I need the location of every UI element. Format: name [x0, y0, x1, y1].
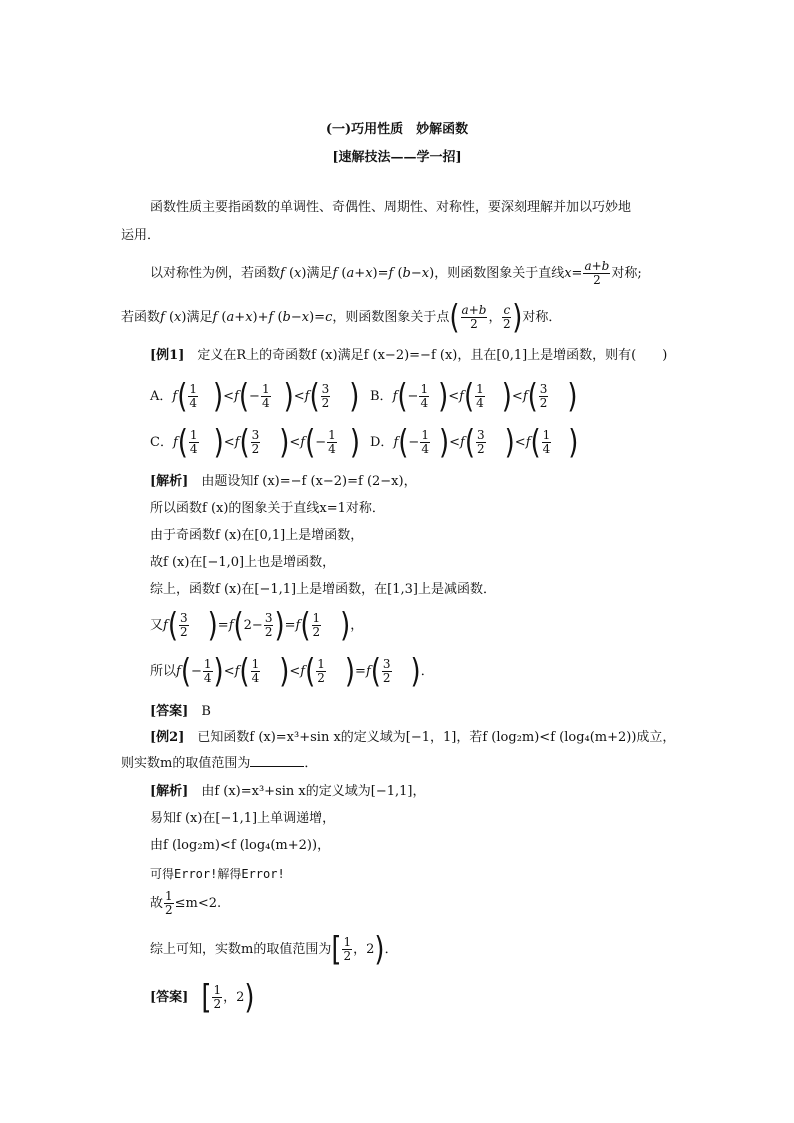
- solution-2-line-5: 故 $\frac{1}{2}$ ≤m<2.: [150, 889, 222, 917]
- example-2-stem-line-2: 则实数m的取值范围为 ．: [121, 756, 318, 771]
- intro-line-1: 函数性质主要指函数的单调性、奇偶性、周期性、对称性，要深刻理解并加以巧妙地: [150, 200, 632, 215]
- solution-1-line-6: 又f( $\frac{3}{2}$ )=f(2− $\frac{3}{2}$ )=f( $\frac{1}{2}$ )，: [150, 606, 364, 645]
- option-d: D．f(− $\frac{1}{4}$ )<f( $\frac{3}{2}$ )<f( $\frac{1}{4}$ ): [370, 423, 579, 462]
- option-c: C．f( $\frac{1}{4}$ )<f( $\frac{3}{2}$ )<f(− $\frac{1}{4}$ ): [150, 423, 360, 462]
- solution-2-line-4: 可得Error!解得Error!: [150, 867, 285, 881]
- example-1-stem: [例1] 定义在R上的奇函数f (x)满足f (x−2)=−f (x)，且在[0,1]上是增函数，则有( ): [150, 348, 668, 363]
- intro-line-2: 运用．: [121, 228, 161, 243]
- solution-1-line-1: [解析] 由题设知f (x)=−f (x−2)=f (2−x)，: [150, 474, 417, 489]
- answer-1: [答案] B: [150, 704, 211, 719]
- symmetry-line-1: 以对称性为例，若函数f (x)满足f (a+x)=f (b−x)，则函数图象关于直线x= $\frac{a+b}{2}$ 对称;: [150, 259, 642, 287]
- solution-1-line-2: 所以函数f (x)的图象关于直线x=1对称．: [150, 501, 385, 516]
- symmetry-line-2: 若函数f (x)满足f (a+x)+f (b−x)=c，则函数图象关于点( $\frac{a+b}{2}$ ， $\frac{c}{2}$ )对称．: [121, 298, 562, 337]
- option-a: A．f( $\frac{1}{4}$ )<f(− $\frac{1}{4}$ )<f( $\frac{3}{2}$ ): [150, 377, 360, 416]
- solution-2-line-1: [解析] 由f (x)=x³+sin x的定义域为[−1,1]，: [150, 784, 426, 799]
- option-b: B．f(− $\frac{1}{4}$ )<f( $\frac{1}{4}$ )<f( $\frac{3}{2}$ ): [370, 377, 578, 416]
- answer-blank: [250, 754, 304, 767]
- solution-2-line-3: 由f (log₂m)<f (log₄(m+2))，: [150, 838, 331, 853]
- page-subtitle: [速解技法——学一招]: [332, 150, 462, 165]
- page-title: (一)巧用性质 妙解函数: [325, 122, 469, 137]
- solution-1-line-7: 所以f(− $\frac{1}{4}$ )<f( $\frac{1}{4}$ )<f( $\frac{1}{2}$ )=f( $\frac{3}{2}$ )．: [150, 652, 434, 691]
- solution-1-line-5: 综上，函数f (x)在[−1,1]上是增函数，在[1,3]上是减函数．: [150, 582, 496, 597]
- solution-2-line-2: 易知f (x)在[−1,1]上单调递增，: [150, 811, 336, 826]
- solution-1-line-3: 由于奇函数f (x)在[0,1]上是增函数，: [150, 528, 364, 543]
- solution-1-line-4: 故f (x)在[−1,0]上也是增函数，: [150, 555, 336, 570]
- solution-2-line-6: 综上可知，实数m的取值范围为[ $\frac{1}{2}$ ，2)．: [150, 930, 398, 969]
- answer-2: [答案] [ $\frac{1}{2}$ ，2): [150, 978, 255, 1017]
- example-2-stem-line-1: [例2] 已知函数f (x)=x³+sin x的定义域为[−1，1]，若f (log₂m)<f (log₄(m+2))成立，: [150, 730, 676, 745]
